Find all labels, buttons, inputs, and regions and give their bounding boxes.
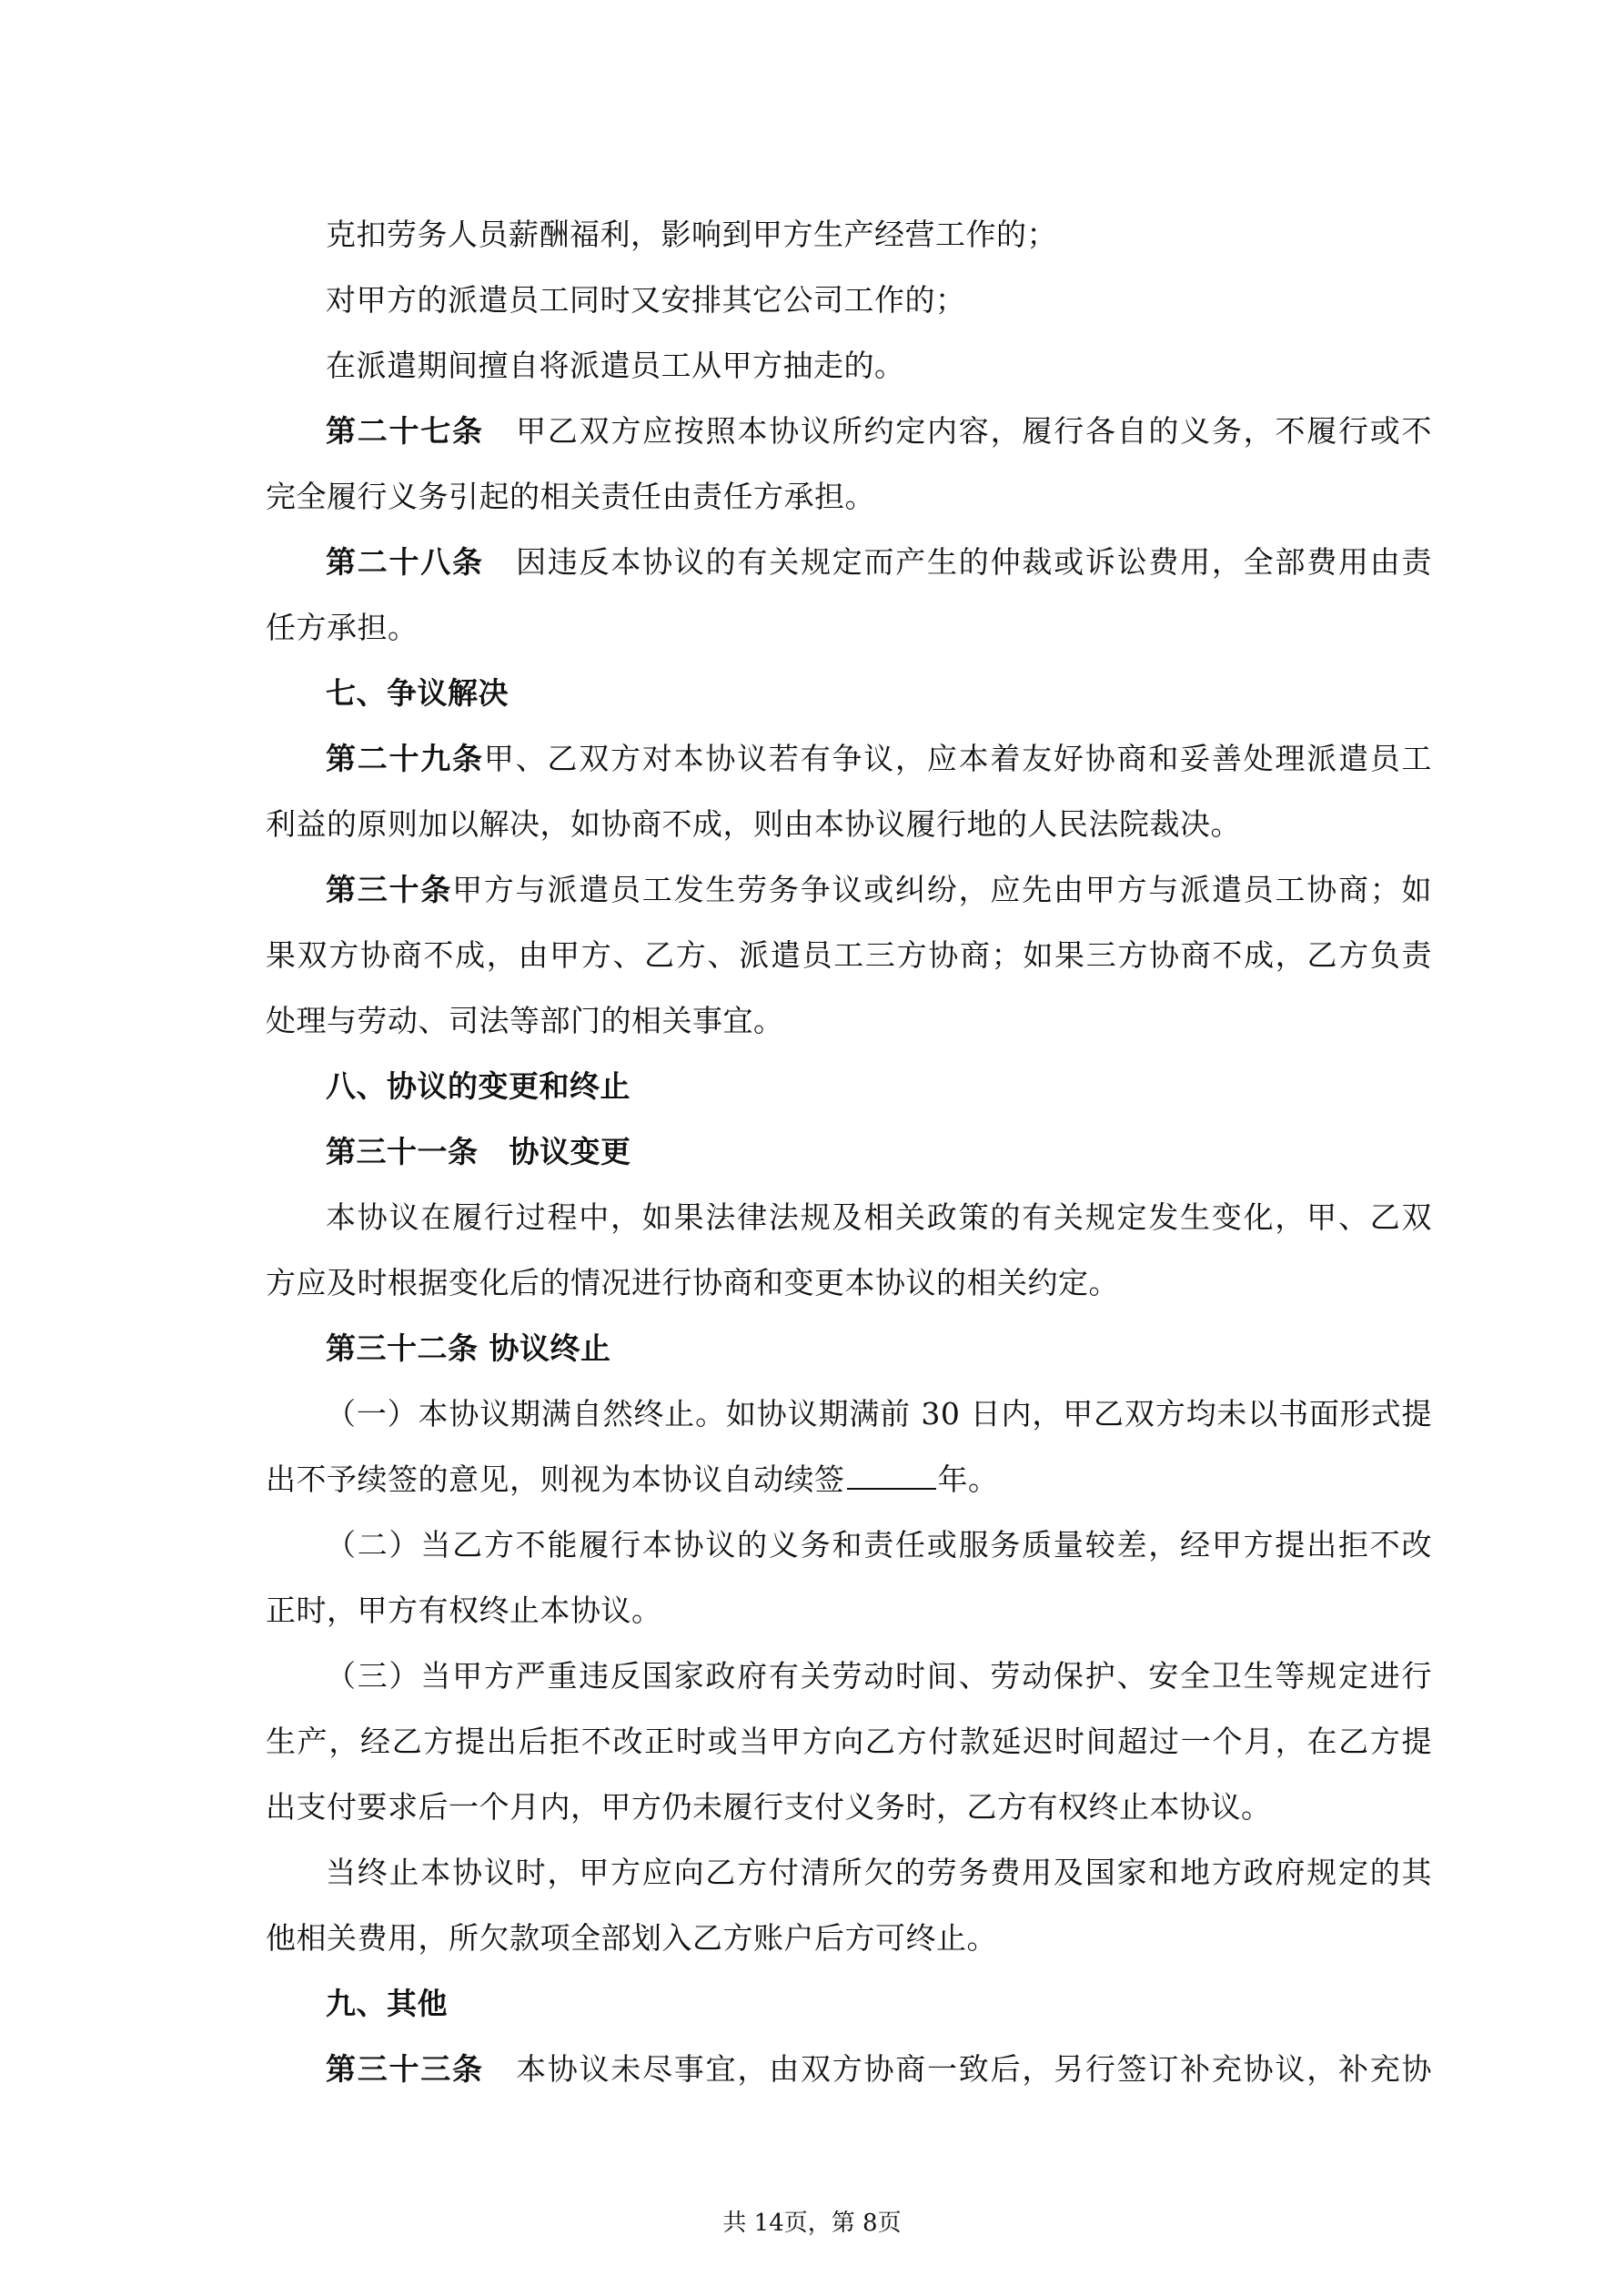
line-text: 本协议在履行过程中，如果法律法规及相关政策的有关规定发生变化，甲、乙双 [326,1199,1432,1235]
article-31-subtitle: 协议变更 [509,1134,631,1169]
article-27-line-2 [266,471,1432,522]
line-text: 克扣劳务人员薪酬福利，影响到甲方生产经营工作的； [326,217,1057,252]
article-31-line-1 [266,1192,1432,1243]
article-29-text: 甲、乙双方对本协议若有争议，应本着友好协商和妥善处理派遣员工 [483,741,1433,776]
line-text: 当终止本协议时，甲方应向乙方付清所欠的劳务费用及国家和地方政府规定的其 [326,1855,1432,1890]
line-text: （三）当甲方严重违反国家政府有关劳动时间、劳动保护、安全卫生等规定进行 [326,1658,1432,1694]
paragraph-line [266,340,1432,391]
article-27-title: 第二十七条 [326,413,484,449]
article-32-heading [266,1323,1432,1374]
section-title: 八、协议的变更和终止 [326,1068,630,1104]
article-27-line-1 [266,406,1432,457]
article-31-title: 第三十一条 [326,1134,479,1169]
line-text: 对甲方的派遣员工同时又安排其它公司工作的； [326,282,966,318]
line-text: 方应及时根据变化后的情况进行协商和变更本协议的相关约定。 [266,1265,1119,1300]
paragraph-line [266,275,1432,326]
article-32-closing-line-1 [266,1847,1432,1898]
section-title: 九、其他 [326,1986,448,2021]
line-text: 生产，经乙方提出后拒不改正时或当甲方向乙方付款延迟时间超过一个月，在乙方提 [266,1724,1432,1759]
paragraph-line [266,209,1432,260]
article-28-line-2 [266,602,1432,653]
article-28-line-1 [266,537,1432,588]
section-heading-8 [266,1061,1432,1112]
article-32-item-3-line-1 [266,1651,1432,1702]
article-32-item-1-line-2 [266,1454,1432,1505]
line-text: 完全履行义务引起的相关责任由责任方承担。 [266,479,875,514]
line-text: 任方承担。 [266,610,419,645]
article-28-text: 因违反本协议的有关规定而产生的仲裁或诉讼费用，全部费用由责 [514,544,1433,580]
article-32-item-1-line-1 [266,1389,1432,1440]
article-33-title: 第三十三条 [326,2051,484,2087]
article-32-title: 第三十二条 协议终止 [326,1330,611,1366]
article-30-line-1 [266,865,1432,915]
line-text: 正时，甲方有权终止本协议。 [266,1593,662,1628]
section-title: 七、争议解决 [326,675,509,711]
article-30-title: 第三十条 [326,872,453,907]
page-number: 共 14页，第 8页 [722,2210,902,2237]
article-33-line-1 [266,2044,1432,2095]
fill-in-blank [847,1457,936,1490]
article-28-title: 第二十八条 [326,544,484,580]
line-text: 出支付要求后一个月内，甲方仍未履行支付义务时，乙方有权终止本协议。 [266,1789,1272,1825]
article-32-item-2-line-2 [266,1585,1432,1636]
article-32-item-3-line-2 [266,1716,1432,1767]
line-text: 处理与劳动、司法等部门的相关事宜。 [266,1003,784,1038]
article-31-heading [266,1127,1432,1178]
article-29-line-1 [266,733,1432,784]
section-heading-9 [266,1978,1432,2029]
article-29-title: 第二十九条 [326,741,484,776]
article-29-line-2 [266,799,1432,850]
line-text: 出不予续签的意见，则视为本协议自动续签 [266,1462,845,1497]
article-30-line-3 [266,996,1432,1047]
article-32-item-3-line-3 [266,1782,1432,1833]
section-heading-7 [266,668,1432,719]
article-27-text: 甲乙双方应按照本协议所约定内容，履行各自的义务，不履行或不 [514,413,1433,449]
line-text: （一）本协议期满自然终止。如协议期满前 30 日内，甲乙双方均未以书面形式提 [326,1396,1432,1431]
line-text: 年。 [937,1462,999,1497]
article-30-text: 甲方与派遣员工发生劳务争议或纠纷，应先由甲方与派遣员工协商；如 [452,872,1433,907]
article-31-line-2 [266,1258,1432,1309]
article-33-text: 本协议未尽事宜，由双方协商一致后，另行签订补充协议，补充协 [514,2051,1433,2087]
article-32-closing-line-2 [266,1913,1432,1964]
article-30-line-2 [266,930,1432,981]
line-text: 他相关费用，所欠款项全部划入乙方账户后方可终止。 [266,1920,997,1956]
line-text: 果双方协商不成，由甲方、乙方、派遣员工三方协商；如果三方协商不成，乙方负责 [266,937,1432,973]
line-text: （二）当乙方不能履行本协议的义务和责任或服务质量较差，经甲方提出拒不改 [326,1527,1432,1563]
line-text: 利益的原则加以解决，如协商不成，则由本协议履行地的人民法院裁决。 [266,806,1241,842]
line-text: 在派遣期间擅自将派遣员工从甲方抽走的。 [326,348,905,383]
page-footer [0,2205,1624,2241]
article-32-item-2-line-1 [266,1520,1432,1571]
